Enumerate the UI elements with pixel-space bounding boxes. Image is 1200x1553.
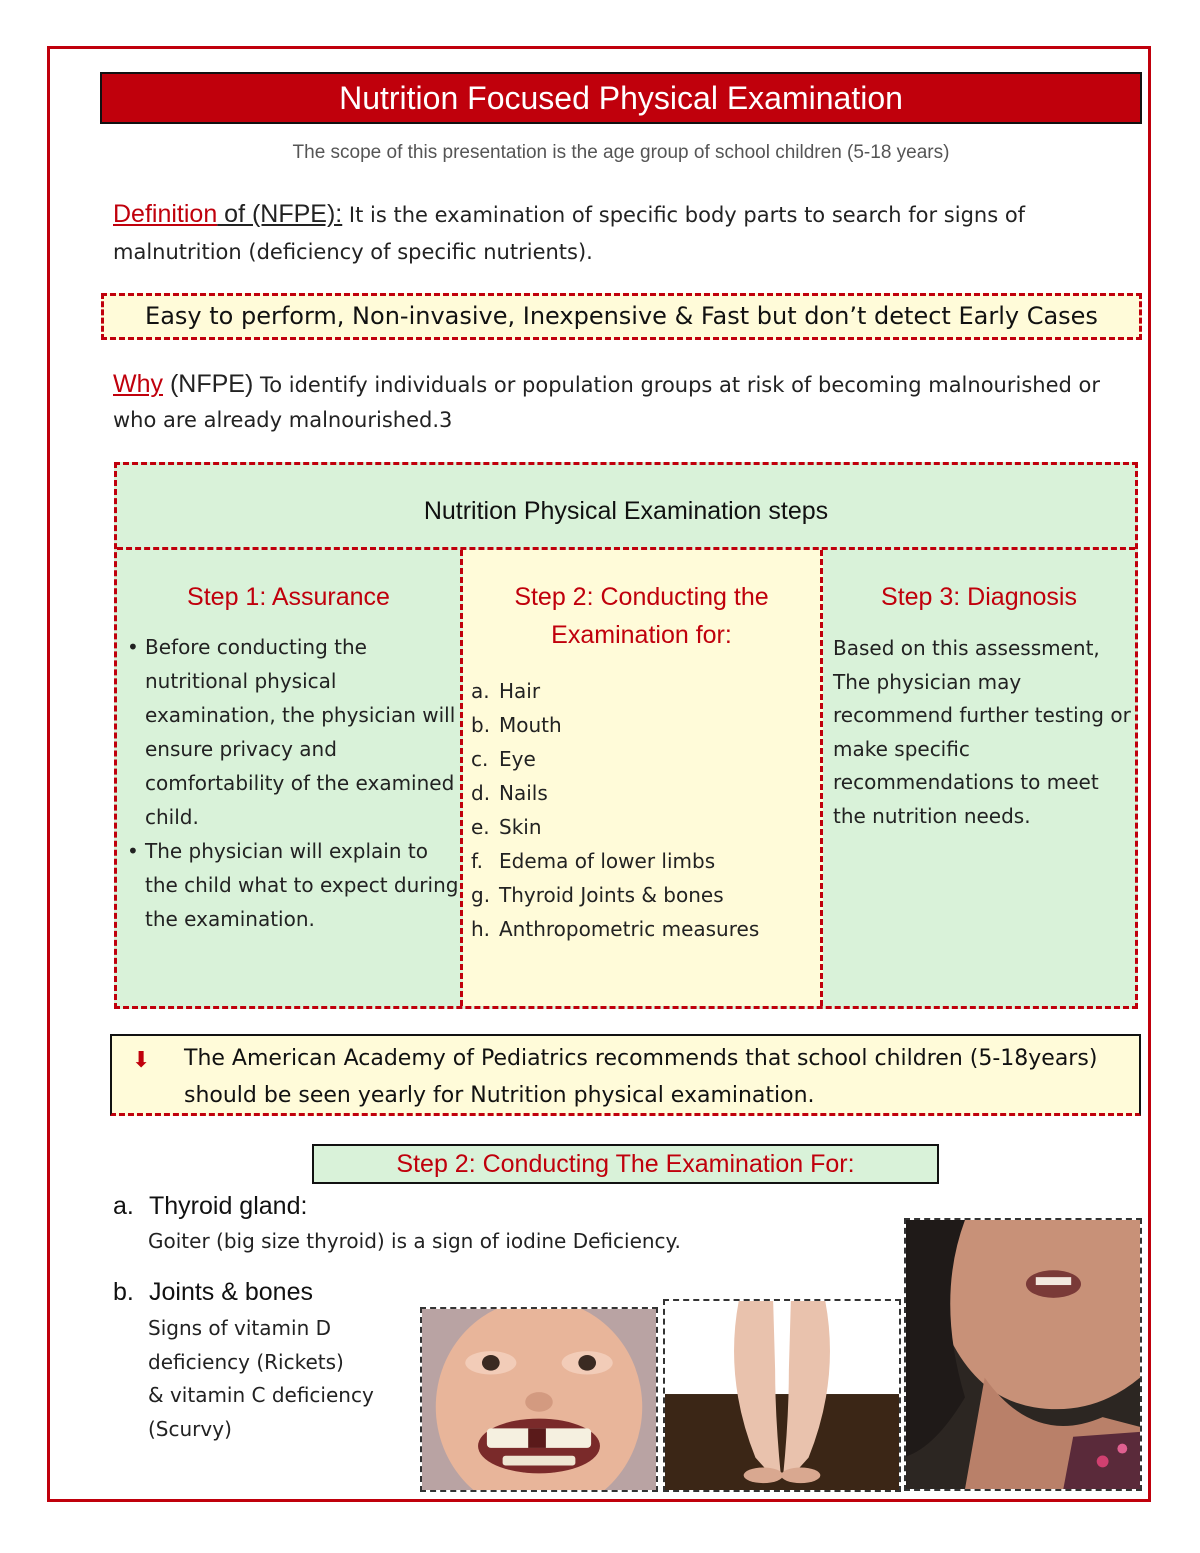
list-item: c. Eye (471, 747, 536, 771)
step1-title: Step 1: Assurance (187, 583, 390, 611)
list-item: d. Nails (471, 781, 548, 805)
bullet-icon: • (127, 635, 139, 659)
goiter-child-photo (904, 1218, 1142, 1491)
callout-box: Easy to perform, Non-invasive, Inexpensive & Fast but don’t detect Early Cases (101, 293, 1142, 340)
child-teeth-photo (420, 1307, 658, 1492)
definition-text: It is the examination of specific body parts to search for signs of malnutrition (deficiency of specific nutrients). (113, 203, 1026, 264)
list-item: • The physician will explain to the child what to expect during the examination. (127, 834, 460, 936)
bowed-legs-photo (663, 1299, 901, 1492)
definition-label: Definition (113, 200, 218, 228)
step3-column (823, 550, 1135, 1006)
recommendation-text: The American Academy of Pediatrics recommends that school children (5-18years) should be seen yearly for Nutrition physical examination. (184, 1046, 1098, 1108)
why-text: To identify individuals or population groups at risk of becoming malnourished or who are already malnourished.3 (113, 373, 1100, 432)
step3-text: Based on this assessment, The physician may recommend further testing or make specific recommendations to meet the nutrition needs. (833, 636, 1131, 828)
step1-column (117, 550, 463, 1006)
thyroid-text: Goiter (big size thyroid) is a sign of iodine Deficiency. (148, 1229, 681, 1253)
section-title: Step 2: Conducting The Examination For: (312, 1144, 939, 1184)
definition-paragraph (113, 196, 1133, 271)
joints-heading: b. Joints & bones (113, 1278, 313, 1306)
step1-list (117, 630, 460, 936)
recommendation-box (110, 1034, 1141, 1116)
list-item: a. Hair (471, 679, 541, 703)
definition-label-rest: of (NFPE): (217, 200, 343, 228)
steps-table (114, 462, 1138, 1009)
page-title: Nutrition Focused Physical Examination (100, 72, 1142, 124)
list-item: • Before conducting the nutritional physical examination, the physician will ensure privacy and comfortability of the examined child. (127, 630, 460, 834)
step2-column (463, 550, 823, 1006)
why-paragraph (113, 367, 1133, 438)
list-item: h. Anthropometric measures (471, 917, 760, 941)
list-item: e. Skin (471, 815, 542, 839)
arrow-down-icon: ⬇ (132, 1048, 151, 1073)
list-item: f. Edema of lower limbs (471, 849, 716, 873)
list-item: b. Mouth (471, 713, 562, 737)
thyroid-heading: a. Thyroid gland: (113, 1192, 308, 1220)
step2-list (463, 674, 820, 946)
bullet-icon: • (127, 839, 139, 863)
joints-text: Signs of vitamin D deficiency (Rickets) & vitamin C deficiency (Scurvy) (148, 1316, 374, 1441)
steps-heading: Nutrition Physical Examination steps (117, 465, 1135, 550)
why-label: Why (113, 370, 163, 398)
page-subtitle: The scope of this presentation is the age group of school children (5-18 years) (292, 142, 950, 163)
step3-title: Step 3: Diagnosis (881, 583, 1077, 611)
list-item: g. Thyroid Joints & bones (471, 883, 724, 907)
step2-title: Step 2: Conducting the Examination for: (514, 583, 769, 649)
why-label-rest: (NFPE) (163, 370, 254, 398)
